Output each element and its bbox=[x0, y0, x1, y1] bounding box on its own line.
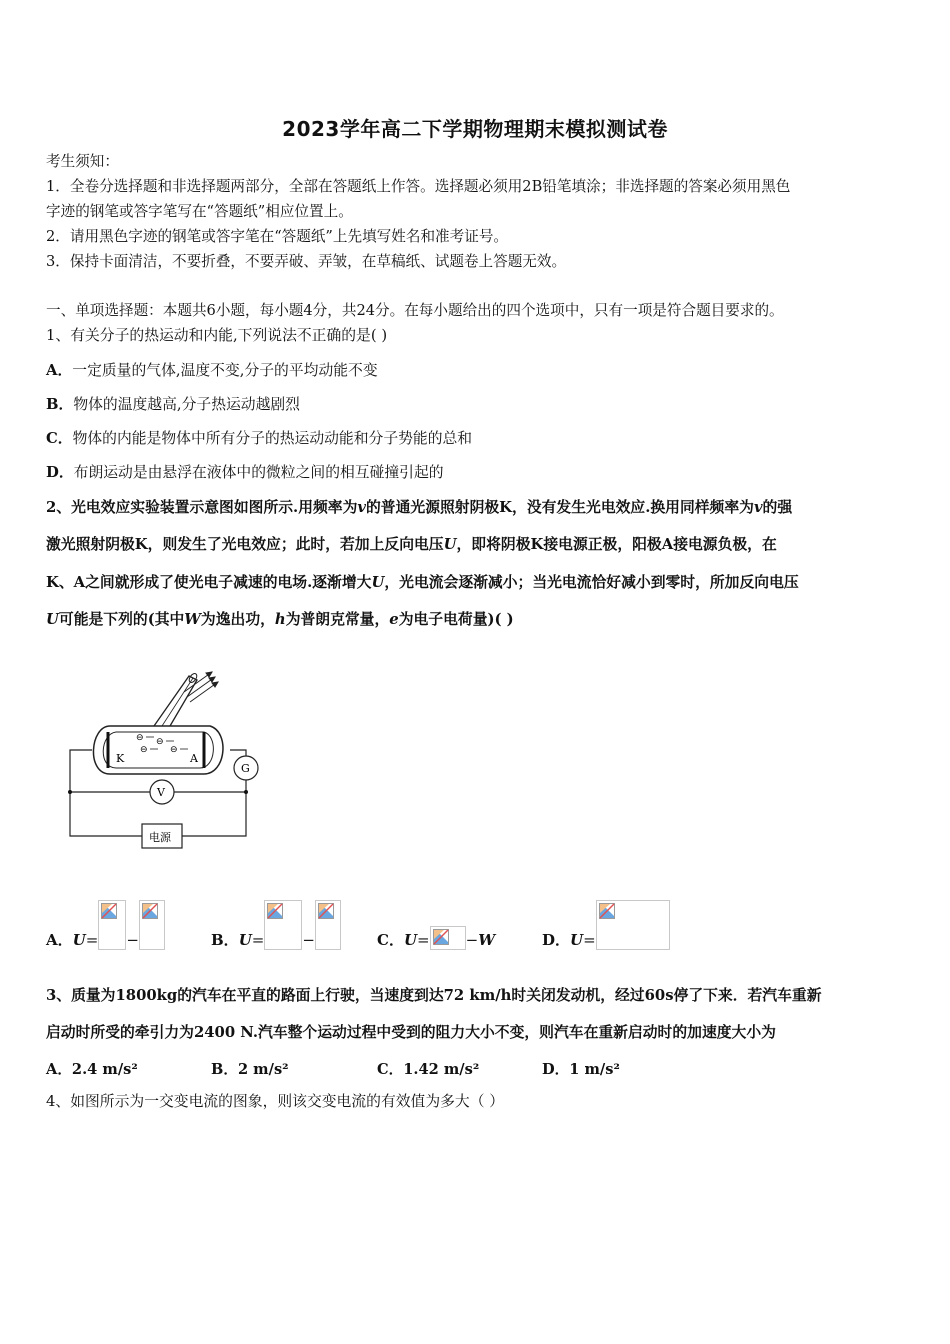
option-label: C． bbox=[377, 931, 404, 949]
q3-option-c bbox=[377, 1058, 479, 1079]
q2-var-u: U bbox=[46, 611, 59, 628]
formula-image-placeholder bbox=[596, 900, 670, 950]
option-text: 布朗运动是由悬浮在液体中的微粒之间的相互碰撞引起的 bbox=[73, 464, 444, 481]
q2-text: ，即将阴极K接电源正极，阳极A接电源负极，在 bbox=[456, 536, 777, 553]
option-text: 2.4 m/s² bbox=[71, 1061, 138, 1078]
q1-stem: 1、有关分子的热运动和内能,下列说法不正确的是( ) bbox=[46, 327, 388, 344]
cathode-label: K bbox=[116, 752, 125, 765]
q2-stem-line-4 bbox=[46, 610, 906, 630]
option-label: D． bbox=[542, 1061, 570, 1078]
q2-var-u: U bbox=[371, 574, 385, 591]
q2-text: 的普通光源照射阴极K，没有发生光电效应.换用同样频率为 bbox=[366, 499, 754, 516]
q2-var-h: h bbox=[274, 611, 286, 628]
q2-text: 激光照射阴极K，则发生了光电效应；此时，若加上反向电压 bbox=[46, 536, 444, 553]
svg-text:⊖: ⊖ bbox=[156, 737, 164, 747]
q2-stem-line-1 bbox=[46, 498, 906, 518]
q2-text: ，光电流会逐渐减小；当光电流恰好减小到零时，所加反向电压 bbox=[384, 574, 799, 591]
option-var-u: U bbox=[238, 931, 252, 949]
option-minus: − bbox=[126, 931, 139, 949]
notice-item-2: 2．请用黑色字迹的钢笔或答字笔在“答题纸”上先填写姓名和准考证号。 bbox=[46, 228, 509, 245]
power-source-label: 电源 bbox=[149, 831, 171, 844]
q1-option-b bbox=[46, 395, 906, 415]
broken-image-icon bbox=[267, 903, 283, 919]
option-label: C． bbox=[377, 1061, 404, 1078]
option-label: B． bbox=[211, 931, 239, 949]
section-heading: 一、单项选择题：本题共6小题，每小题4分，共24分。在每小题给出的四个选项中，只有一项是符合题目要求的。 bbox=[46, 302, 784, 319]
broken-image-icon bbox=[142, 903, 158, 919]
option-equals: = bbox=[251, 931, 265, 949]
option-label: A． bbox=[46, 362, 73, 379]
option-label: D． bbox=[542, 931, 571, 949]
page-title: 2023学年高二下学期物理期末模拟测试卷 bbox=[282, 117, 668, 141]
option-text: 物体的温度越高,分子热运动越剧烈 bbox=[73, 396, 300, 413]
broken-image-icon bbox=[101, 903, 117, 919]
option-equals: = bbox=[583, 931, 596, 949]
option-equals: = bbox=[85, 931, 99, 949]
q2-text: 为普朗克常量， bbox=[285, 611, 390, 628]
q2-text: 的强 bbox=[762, 499, 793, 516]
q2-stem-line-3 bbox=[46, 573, 906, 593]
option-label: B． bbox=[46, 396, 74, 413]
galvanometer-label: G bbox=[241, 762, 250, 775]
notice-item-3: 3．保持卡面清洁，不要折叠，不要弄破、弄皱，在草稿纸、试题卷上答题无效。 bbox=[46, 253, 567, 270]
formula-image-placeholder bbox=[98, 900, 126, 950]
q1-option-d bbox=[46, 463, 906, 483]
broken-image-icon bbox=[318, 903, 334, 919]
formula-image-placeholder bbox=[139, 900, 165, 950]
q2-text: 可能是下列的(其中 bbox=[58, 611, 185, 628]
option-text: 物体的内能是物体中所有分子的热运动动能和分子势能的总和 bbox=[72, 430, 473, 447]
anode-label: A bbox=[190, 752, 198, 765]
electrons bbox=[136, 733, 178, 755]
q3-option-a bbox=[46, 1058, 138, 1079]
q2-text: 2、光电效应实验装置示意图如图所示.用频率为 bbox=[46, 499, 358, 516]
notice-item-1-cont: 字迹的钢笔或答字笔写在“答题纸”相应位置上。 bbox=[46, 203, 353, 220]
formula-image-placeholder bbox=[430, 926, 466, 950]
q2-var-e: e bbox=[389, 611, 399, 628]
option-var-u: U bbox=[403, 931, 418, 949]
option-label: C． bbox=[46, 430, 73, 447]
option-label: B． bbox=[211, 1061, 238, 1078]
q2-options bbox=[46, 898, 926, 950]
option-var-u: U bbox=[570, 931, 584, 949]
broken-image-icon bbox=[433, 929, 449, 945]
svg-text:⊖: ⊖ bbox=[136, 733, 144, 743]
option-label: D． bbox=[46, 464, 74, 481]
q2-option-a bbox=[46, 900, 165, 950]
option-text: 2 m/s² bbox=[237, 1061, 289, 1078]
broken-image-icon bbox=[599, 903, 615, 919]
option-minus: − bbox=[465, 931, 479, 949]
q2-var-u: U bbox=[443, 536, 457, 553]
q2-text: 为电子电荷量)( ) bbox=[398, 611, 514, 628]
option-var-u: U bbox=[72, 931, 86, 949]
q2-text: K、A之间就形成了使光电子减速的电场.逐渐增大 bbox=[46, 574, 372, 591]
option-text: 一定质量的气体,温度不变,分子的平均动能不变 bbox=[72, 362, 378, 379]
q3-option-d bbox=[542, 1058, 620, 1079]
voltmeter-label: V bbox=[157, 786, 165, 799]
option-equals: = bbox=[417, 931, 430, 949]
q2-var-w: W bbox=[184, 611, 201, 628]
svg-text:⊖: ⊖ bbox=[140, 745, 148, 755]
option-text: 1 m/s² bbox=[569, 1061, 620, 1078]
q2-text: 为逸出功， bbox=[200, 611, 275, 628]
q2-var-v: v bbox=[357, 499, 366, 516]
q2-option-d bbox=[542, 900, 670, 950]
q3-stem-line-1: 3、质量为1800kg的汽车在平直的路面上行驶，当速度到达72 km/h时关闭发动机，经过60s停了下来．若汽车重新 bbox=[46, 987, 822, 1004]
svg-text:⊖: ⊖ bbox=[170, 745, 178, 755]
q1-option-a bbox=[46, 361, 906, 381]
option-var-w: W bbox=[478, 931, 496, 949]
q2-option-b bbox=[211, 900, 341, 950]
formula-image-placeholder bbox=[264, 900, 302, 950]
q2-stem-line-2 bbox=[46, 535, 906, 555]
q1-option-c bbox=[46, 429, 906, 449]
q2-option-c bbox=[377, 926, 495, 950]
q3-stem-line-2: 启动时所受的牵引力为2400 N.汽车整个运动过程中受到的阻力大小不变，则汽车在重新启动时的加速度大小为 bbox=[46, 1024, 776, 1041]
formula-image-placeholder bbox=[315, 900, 341, 950]
q3-option-b bbox=[211, 1058, 289, 1079]
photoelectric-circuit-figure bbox=[64, 662, 270, 854]
option-label: A． bbox=[46, 1061, 72, 1078]
q2-var-v: v bbox=[753, 499, 763, 516]
option-label: A． bbox=[46, 931, 73, 949]
option-minus: − bbox=[302, 931, 315, 949]
option-text: 1.42 m/s² bbox=[403, 1061, 480, 1078]
q4-stem: 4、如图所示为一交变电流的图象，则该交变电流的有效值为多大（ ） bbox=[46, 1093, 505, 1110]
notice-item-1: 1．全卷分选择题和非选择题两部分，全部在答题纸上作答。选择题必须用2B铅笔填涂；非选择题的答案必须用黑色 bbox=[46, 178, 791, 195]
notice-heading: 考生须知： bbox=[46, 153, 119, 170]
